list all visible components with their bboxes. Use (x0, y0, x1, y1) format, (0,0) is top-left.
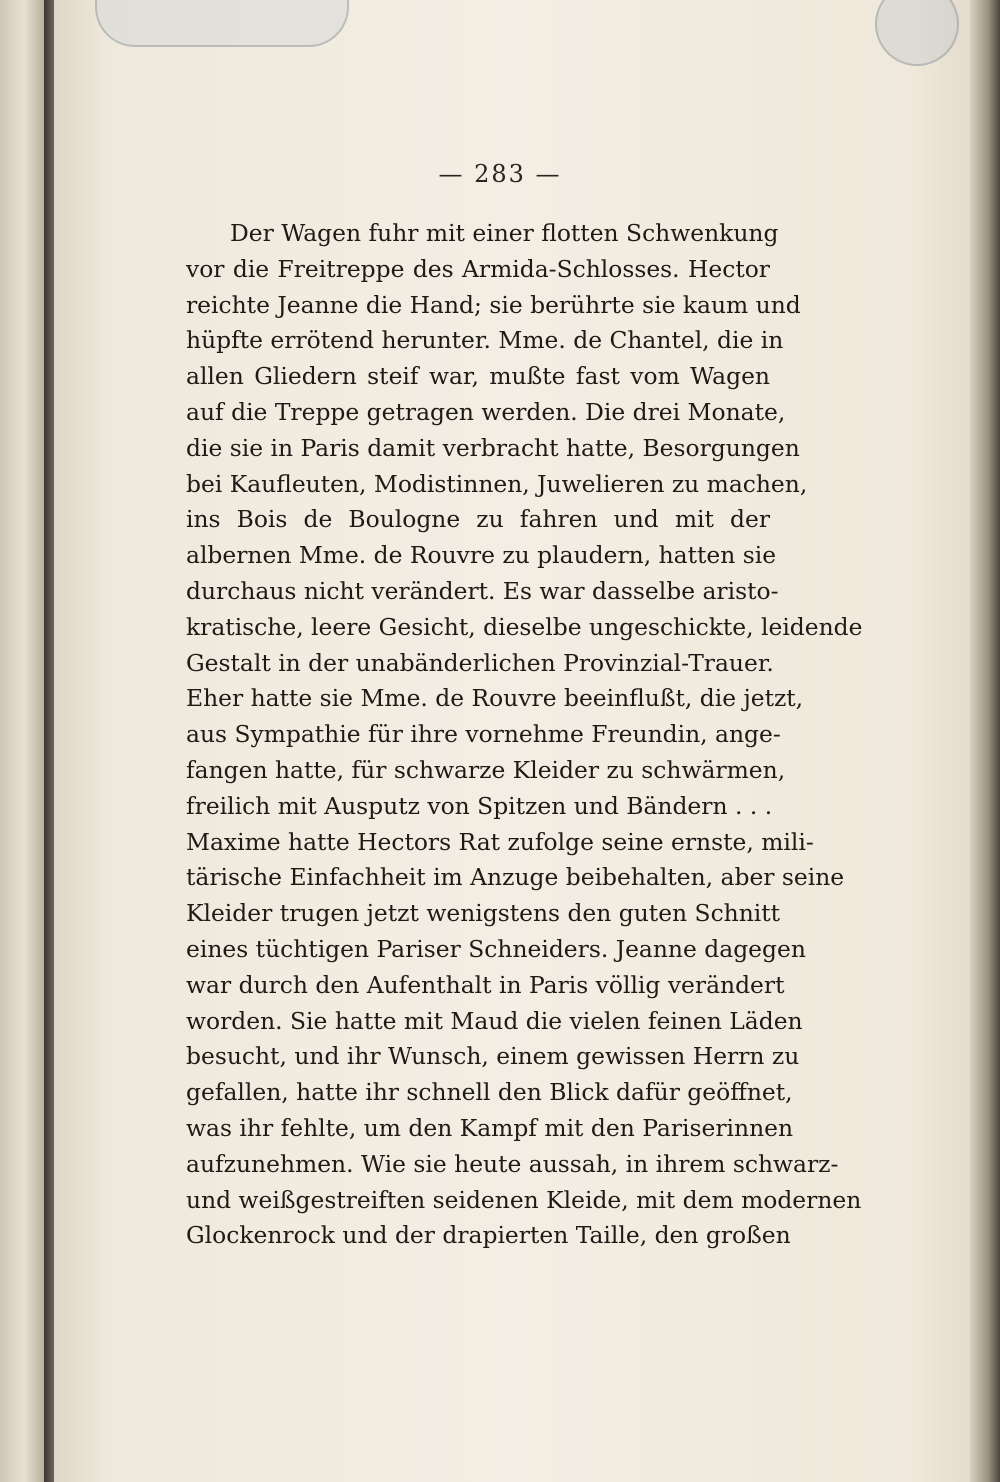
text-line: tärische Einfachheit im Anzuge beibehalten, aber seine (186, 863, 845, 892)
text-line: worden. Sie hatte mit Maud die vielen feinen Läden (186, 1006, 803, 1035)
text-line: durchaus nicht verändert. Es war dasselbe aristo- (186, 576, 779, 605)
text-line: ins Bois de Boulogne zu fahren und mit der (186, 505, 770, 534)
text-line: gefallen, hatte ihr schnell den Blick dafür geöffnet, (186, 1078, 793, 1107)
text-line: kratische, leere Gesicht, dieselbe ungeschickte, leidende (186, 612, 863, 641)
text-line: allen Gliedern steif war, mußte fast vom Wagen (186, 362, 770, 391)
text-line: auf die Treppe getragen werden. Die drei Monate, (186, 397, 786, 426)
body-paragraph (186, 216, 863, 1254)
text-line: Kleider trugen jetzt wenigstens den guten Schnitt (186, 899, 781, 928)
text-line: Maxime hatte Hectors Rat zufolge seine ernste, mili- (186, 827, 814, 856)
page-edge-shadow (970, 0, 1000, 1482)
text-line: Der Wagen fuhr mit einer flotten Schwenkung (230, 219, 779, 247)
text-line: freilich mit Ausputz von Spitzen und Bändern . . . (186, 791, 773, 820)
text-line: aus Sympathie für ihre vornehme Freundin, ange- (186, 720, 781, 749)
text-line: Eher hatte sie Mme. de Rouvre beeinflußt, die jetzt, (186, 684, 804, 713)
text-line: bei Kaufleuten, Modistinnen, Juwelieren zu machen, (186, 469, 808, 498)
text-line: Glockenrock und der drapierten Taille, den großen (186, 1221, 791, 1250)
text-line: Gestalt in der unabänderlichen Provinzial-Trauer. (186, 648, 774, 677)
facing-page-edge (0, 0, 44, 1482)
page-number: — 283 — (438, 160, 562, 188)
page-clamp (95, 0, 349, 47)
text-line: fangen hatte, für schwarze Kleider zu schwärmen, (186, 755, 786, 784)
book-gutter (44, 0, 54, 1482)
text-line: reichte Jeanne die Hand; sie berührte sie kaum und (186, 290, 801, 319)
text-line: die sie in Paris damit verbracht hatte, Besorgungen (186, 433, 800, 462)
text-line: vor die Freitreppe des Armida-Schlosses. Hector (186, 254, 770, 283)
text-line: aufzunehmen. Wie sie heute aussah, in ihrem schwarz- (186, 1149, 839, 1178)
text-line: war durch den Aufenthalt in Paris völlig verändert (186, 970, 785, 999)
text-line: albernen Mme. de Rouvre zu plaudern, hatten sie (186, 541, 777, 570)
text-line: eines tüchtigen Pariser Schneiders. Jeanne dagegen (186, 934, 806, 963)
text-line: hüpfte errötend herunter. Mme. de Chantel, die in (186, 326, 784, 355)
text-line: und weißgestreiften seidenen Kleide, mit dem modernen (186, 1185, 862, 1214)
text-line: was ihr fehlte, um den Kampf mit den Pariserinnen (186, 1113, 794, 1142)
text-line: besucht, und ihr Wunsch, einem gewissen Herrn zu (186, 1042, 800, 1071)
